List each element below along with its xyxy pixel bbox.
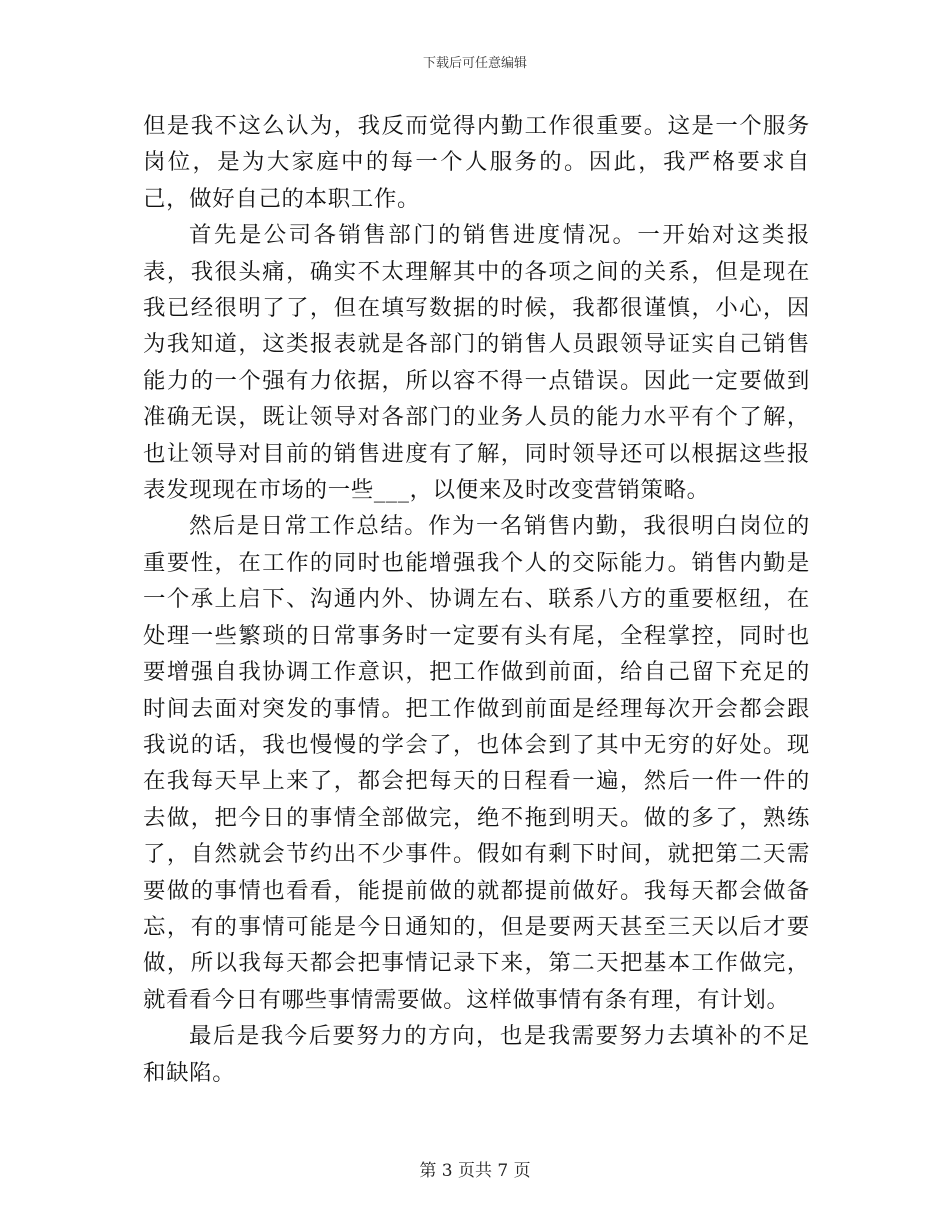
document-body [143, 108, 810, 1091]
page-footer: 第 3 页共 7 页 [419, 1161, 531, 1181]
paragraph-3: 然后是日常工作总结。作为一名销售内勤，我很明白岗位的重要性，在工作的同时也能增强我个人的交际能力。销售内勤是一个承上启下、沟通内外、协调左右、联系八方的重要枢纽，在处理一些繁琐的日常事务时一定要有头有尾，全程掌控，同时也要增强自我协调工作意识，把工作做到前面，给自己留下充足的时间去面对突发的事情。把工作做到前面是经理每次开会都会跟我说的话，我也慢慢的学会了，也体会到了其中无穷的好处。现在我每天早上来了，都会把每天的日程看一遍，然后一件一件的去做，把今日的事情全部做完，绝不拖到明天。做的多了，熟练了，自然就会节约出不少事件。假如有剩下时间，就把第二天需要做的事情也看看，能提前做的就都提前做好。我每天都会做备忘，有的事情可能是今日通知的，但是要两天甚至三天以后才要做，所以我每天都会把事情记录下来，第二天把基本工作做完，就看看今日有哪些事情需要做。这样做事情有条有理，有计划。 [143, 513, 810, 1013]
page-header: 下载后可任意编辑 [422, 56, 527, 71]
paragraph-4: 最后是我今后要努力的方向，也是我需要努力去填补的不足和缺陷。 [143, 1023, 810, 1086]
paragraph-2: 首先是公司各销售部门的销售进度情况。一开始对这类报表，我很头痛，确实不太理解其中的各项之间的关系，但是现在我已经很明了了，但在填写数据的时候，我都很谨慎，小心，因为我知道，这类报表就是各部门的销售人员跟领导证实自己销售能力的一个强有力依据，所以容不得一点错误。因此一定要做到准确无误，既让领导对各部门的业务人员的能力水平有个了解，也让领导对目前的销售进度有了解，同时领导还可以根据这些报表发现现在市场的一些___，以便来及时改变营销策略。 [143, 222, 810, 504]
paragraph-1: 但是我不这么认为，我反而觉得内勤工作很重要。这是一个服务岗位，是为大家庭中的每一个人服务的。因此，我严格要求自己，做好自己的本职工作。 [143, 113, 810, 212]
